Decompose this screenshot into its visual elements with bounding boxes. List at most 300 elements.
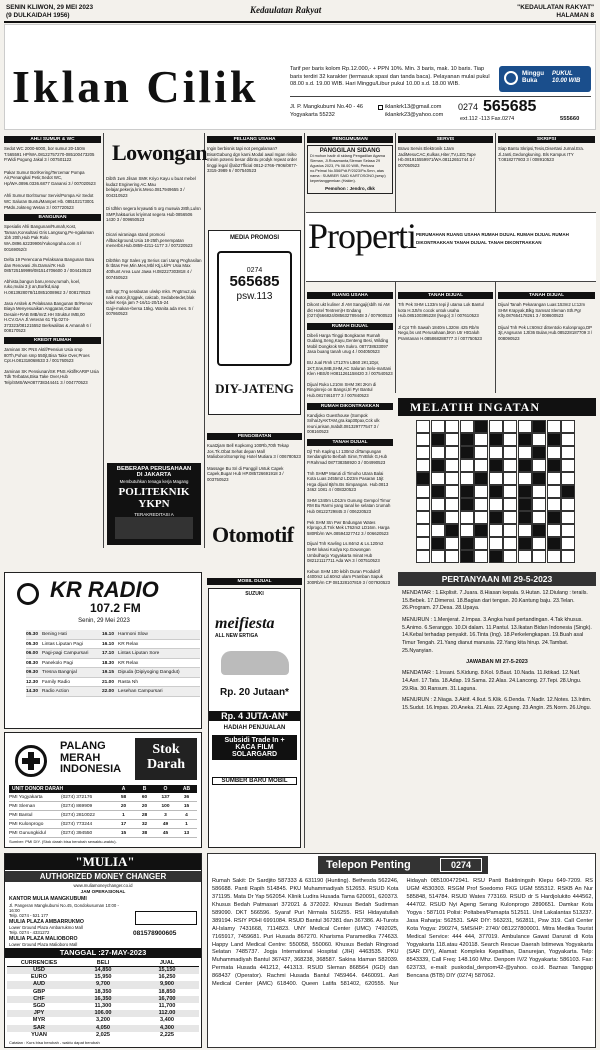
blood-table-row [9,793,197,802]
phone-prefix: 0274 [458,102,479,112]
ad-kontrak-1: Kandjoko Guesthouse (Sompok Sriha/JyAKTAM,gra.kap30pax,Cck ulk reuni,arisan,Inabdt.081329777547 3 / 008160523 [307,412,380,435]
mail-icon [378,105,383,110]
crossword-cell [489,550,503,563]
blood-stock-value: 20 [141,804,148,809]
ad-rumah-dijual-3: Dijual Ruko L210m SHM 3Kt 2Km di Ringinrejo on Bangsi,tri Pyr Bantul Hub.0817461077 3 / 007840523 [307,381,377,398]
branch-3-address: Lower Ground Plaza Malioboro Mall [9,942,78,948]
phone-frame [217,251,292,366]
crossword-cell [532,524,546,537]
meifiesta-title: meifiesta [215,615,275,632]
ad-tanah-2-2: Jl Cpt Trh Sawah 1840m L320m 425 Rb/m Nego,bs unt Perusahaan,bKm Utr HtGaluh Pramtanan H.085868288777 3 / 007750523 [398,324,482,341]
crossword-cell [532,537,546,550]
crossword-cell [416,433,430,446]
telepon-title: Telepon Penting [318,856,488,874]
crossword-cell [445,524,459,537]
ad-bangunan-4: Jasa Arsitek & Pelaksana Bangunan Br/Renov Biaya Menyesuaikan Anggaran,Gambar Desain+RAB IMB/mrZ.HH Struktur IMB,00 H.CV.GAA Jl.Veteran 61 Tlp.0274-373323/081215552 Berkwalitas & Amanah 6 / 008170523 [4,300,93,334]
blood-stock-value: 49 [162,822,169,827]
col-divider-3 [304,133,305,848]
crossword-cell [518,524,532,537]
blood-table-header-cell: A [121,786,126,792]
crossword-cell [561,498,575,511]
section-peluang-usaha: PELUANG USAHA [207,136,302,143]
address-line-2: Yogyakarta 55232 [290,111,335,118]
sell-rate: 112.00 [158,1010,176,1017]
crossword-cell [561,446,575,459]
panggilan-sidang-sign: Pemohon : Jendro, dkk [325,185,375,191]
crossword-cell [445,537,459,550]
currency-code: YUAN [31,1031,47,1038]
crossword-cell [416,511,430,524]
properti-heading: Properti [308,216,416,256]
crossword-cell [561,472,575,485]
phone-number: 565685 [483,98,537,115]
crossword-cell [489,511,503,524]
crossword-cell [416,550,430,563]
radio-schedule-row [26,678,200,688]
open-day: Minggu Buka [522,70,544,85]
crossword-cell [416,485,430,498]
crossword-cell [561,433,575,446]
crossword-cell [445,498,459,511]
crossword-cell [503,472,517,485]
currency-code: CHF [33,995,45,1002]
crossword-cell [460,420,474,433]
blood-unit-phone: (0274) 394550 [61,831,93,836]
cross-bar-horizontal [22,758,40,764]
email-1[interactable]: iklankrk13@gmail.com [385,104,442,110]
media-promosi-title: MEDIA PROMOSI [229,235,280,241]
blood-stock-value: 36 [183,795,190,800]
crossword-cell [416,537,430,550]
blood-table-header-cell: AB [182,786,191,792]
radio-logo-icon [17,583,39,605]
program-time: 06.00 [26,651,39,656]
pmi-note: Sumber: PMI DIY. (Stok darah bisa berubah sewaktu-waktu). [9,839,117,844]
car-illustration [221,651,289,675]
section-pengumuman: PENGUMUMAN [307,136,393,143]
crossword-cell [503,524,517,537]
crossword-cell [547,511,561,524]
section-rumah-dikontrakkan: RUMAH DIKONTRAKKAN [307,403,393,410]
blood-table-header [9,785,197,793]
fax-number: 555660 [560,116,580,122]
crossword-cell [518,472,532,485]
page-title: Iklan Cilik [12,61,259,112]
properti-categories: PERUMAHAN RUANG USAHA RUMAH DIJUAL RUMAH DIJUAL RUMAH DIKONTRAKKAN TANAH DIJUAL TANAH DIKONTRAKKAN [416,232,569,245]
currency-code: USD [33,967,45,973]
column-2 [106,136,208,317]
politeknik-accreditation: TERAKREDITASI A [134,512,174,518]
crossword-cell [518,433,532,446]
crossword-cell [532,485,546,498]
buy-rate: 4,050 [96,1024,110,1031]
politeknik-ad-title-2: DI JAKARTA [136,472,172,478]
rate-row [7,967,199,974]
blood-stock-value: 32 [141,822,148,827]
blood-stock-value: 17 [120,822,127,827]
buy-rate: 3,200 [96,1017,110,1024]
crossword-cell [474,420,488,433]
radio-schedule-row [26,649,200,659]
crossword-cell [518,511,532,524]
crossword-question-date: PERTANYAAN MI 29-5-2023 [398,572,596,586]
kr-radio-name: KR RADIO [50,577,159,602]
address [290,104,363,120]
crossword-cell [532,498,546,511]
ad-sumur-1: Sedot WC 2000-6000, bor sumur 20-150m T.565591 HP/WA.08122757270-085100473205 P.Widi Pogung Jakal 3 / 007501122 [4,146,95,163]
properti-banner [306,212,596,282]
ad-tanah-2: Tnh SHMP Maruti di Timoho Utara Balai Kota Luas 2455m2 LD23m Pasaran 15jt Hrga dijual 8jt/m.Bs Simpangan. Hub.0813 3462 1081 4 / 008320523 [307,470,389,493]
crossword-cell [503,420,517,433]
crossword-cell [518,420,532,433]
crossword-cell [474,550,488,563]
crossword-cell [503,459,517,472]
open-time: PUKUL 10.00 WIB [552,71,581,85]
crossword-cell [460,459,474,472]
crossword-cell [431,420,445,433]
crossword-cell [431,498,445,511]
crossword-cell [532,472,546,485]
crossword-cell [474,459,488,472]
crossword-cell [431,524,445,537]
rate-row [7,1032,199,1039]
ad-lowongan-5: Bth sgr,Tng serabutan u/wkp mkn. Pngtmu2,siu naik motor,jlr,tggwk, cakcab, Sedabetedet,blak tebel Kerja jam 7-16/11-20/15-24 Gaji+makan+bersa 15kg. Wanita ada mes. 5 / 007860523 [106,289,197,317]
mulia-branches [9,896,129,953]
ad-tanah-1: Djl Tnh Kaplng Lt 130m2 diTampungan Sendangtirto Berbah Simn,TnrBlok G,Hub P.Rahmad 087738358920 3 / 004990523 [307,448,388,465]
politeknik-ad-title-1: BEBERAPA PERUSAHAAN [116,466,192,472]
address-line-1: Jl. P. Mangkubumi No.40 - 46 [290,104,363,110]
diy-jateng-label: DIY-JATENG [215,381,294,396]
crossword-cell [532,459,546,472]
sell-rate: 18,850 [158,988,176,995]
crossword-clues [402,590,592,713]
branch-2-address: Lower Ground Plaza Ambarrukmo Mall [9,925,83,931]
column-4-top [307,136,393,194]
program-name: KR Relax [118,641,139,647]
rate-row [7,1025,199,1032]
column-3-bottom [207,578,302,585]
program-time: 12.30 [26,679,39,685]
ad-rumah-dijual-1: Dibeli Harga Tinggi Bongkaran Rumah Gudang,Seng,Kayu,Genteng Besi, Wilding Mobil Dongkrok WA Sukro. 087738633097 Jasa buang tanah urug 4 / 004050523 [307,332,389,355]
crossword-cell [489,472,503,485]
crossword-cell [518,485,532,498]
blood-stock-table [9,785,197,838]
blood-stock-value: 60 [141,795,148,800]
crossword-cell [518,537,532,550]
buy-rate: 16,350 [94,995,112,1002]
program-time: 16.10 [102,632,115,637]
rate-row [7,996,199,1003]
currency-code: AUD [32,981,46,988]
pmi-title-3: INDONESIA [60,763,122,776]
crossword-cell [503,498,517,511]
crossword-cell [532,511,546,524]
sell-rate: 3,400 [160,1017,174,1024]
crossword-cell [445,550,459,563]
crossword-cell [547,485,561,498]
open-badge [499,66,591,92]
radio-schedule-row [26,640,200,650]
ad-tanah-3-1: Dijual Tanah Pekarangan Luas:153m2 Lt:12m SHM Krapyak,Blkg Samsat Sleman Sth.Pgr Klty.087654178261 3 / 008600523 [498,302,586,319]
col-divider-1 [103,133,104,548]
rate-date: TANGGAL :27-MAY-2023 [5,948,201,958]
program-time: 19.15 [102,670,115,675]
pmi-title-1: PALANG [60,740,106,752]
program-time: 16.10 [102,641,115,647]
clock-icon [504,71,518,85]
ad-lowongan-3: Dicari wiraniaga stand promosi Allbackground,Usia 18-25th,penempatan menerbit.Hub.0859-4211-1177 3 / 007220523 [106,232,193,249]
crossword-cell [431,472,445,485]
ad-kredit-2: Jaminan SK Pensiunan/SK PNS Aktif/KARIP Usia Tdk Terbatas,Bisa Take Over,Hub Telp/SMS/WA087738344441 3 / 004770523 [4,368,99,385]
meifiesta-price-dp: Rp. 20 Jutaan* [220,687,289,698]
section-servis: SERVIS [398,136,493,143]
ad-tanah-4: Pek SHM Stn Pwr Bndungan Wates Klprogo,Jl.Tnk Mek LT62m2 LD16m. Harga 580Rb/m WA.08594327742 3 / 006620523 [307,519,390,536]
answer-menurun: MENURUN : 2.Niaga. 3.Aktif. 4.Ikut. 5.Klik. 6.Denda. 7.Nadir. 12.Notes. 13.Intim. 15.Sudut. 16.Impas. 20.Aneka. 21.Alas. 22.Agung. 23.Angin. 25.Norm. 26.Ungu. [402,697,592,712]
crossword-cell [532,550,546,563]
rate-row [7,981,199,988]
meifiesta-subsidi: Subsidi Trade In + KACA FILM SOLARGARD [212,735,297,760]
crossword-cell [431,459,445,472]
ad-bangunan-2: Delta 19 Perencana Pelaksana Bangunan Baru dan Renovasi Jln.Damai7K Hub 085725159999/081514706600 3 / 004410523 [4,257,95,274]
crossword-cell [489,433,503,446]
telepon-list: Rumah Sakit: Dr Sardjito 587333 & 631190 (Hunting). Bethesda 562246, 586688. Panti Rapih 514845. PKU Muhammadiyah 512653. RSUD Kota 371195. Mata Dr Yap 562054. Klinik Ludira Husada Tama 620091, 620373. Khusus Bedah Patmasari 372021 & 372022. Khusus Bedah Sudirman 589090. DKT 566596. Syaraf Puri Nirmala 516255. RSI Hidayatullah 389194. RSIY PDHI 6991084. RSUD Bantul 367381 dan 367386. Al-Turots Al-Islamy 7431668, 7114823. UNY Medical Center (UMC) 7492025, 7165917, 7459681. Puri Husada 867270. Kharisma Paramedika 774633. Happy Land Medical Centre: 550058, 550060. Khusus Bedah Ringroad Selatan 7485737. Jogja International Hospital (JIH) 4463535. PKU Muhammadiyah Bantul 367437, 368238, 368587. Sakina Idaman 582039. Permata Husada 441212, 441313. RSUD Sleman 868564 (IGD) dan 868437 (Operator). Rachmi Husada Bantul 7459464. 6460091. Asri Medical Center (AMC) 618400. Queen Latifa 581402, 620555. Nur Hidayah 085100472941. RSU Panti Baktiningsih Klepu 649-7209. RS UGM 4530303. RSGM Prof Soedomo FKG UGM 555312. RSKB An Nur 585848, 514784. RSUD Wates 773169. RSUD dr S Hardjolukito 444562, 444702. RSUD Nyi Ageng Serang Kulonprogo 2890651. Damkar Kota Yogya : 587101 Polisi: Poltabes/Pamapta 512511. Unit Lakalantas 513237. Jasa Raharja: 562531. SAR DIY: 563231, 562811, Psw 319. Call Center Kota Yogya: 290274, SMS/HP: 2740/ 081227800001. Mitra Medika Tourist Medical Service: 444 444, 377019. Ambulance Gawat Darurat di Kota Yogyakarta 118.atau 420118. Search Rescue Daerah Istimewa Yogyakarta (SAR DIY), Alamat: Kompleks Kepatihan, Danurejan, Yogyakarta. Telp: 8543339, Call Freq: 148.160 Mhz. Denpom IV/2 Yogyakarta: 586103. Fax: 623733, e-mail: puskodal_denpom42-@yahoo. co.id. Baznas Tanggap Bencana (BTB) DIY (0274) 587062. [212,878,593,988]
mulia-info-box [135,911,197,925]
blood-stock-value: 1 [185,822,188,827]
section-ahli-sumur: AHLI SUMUR & WC [4,136,101,143]
crossword-cell [503,511,517,524]
crossword-cell [460,524,474,537]
buy-rate: 18,350 [94,988,112,995]
rate-table [7,959,199,1039]
section-bangunan: BANGUNAN [4,214,101,221]
crossword-cell [474,472,488,485]
media-phone-prefix: 0274 [246,267,263,274]
section-kredit-rumah: KREDIT RUMAH [4,337,101,344]
buy-rate: 14,850 [94,967,112,973]
branch-1-address: Jl. Pangeran Mangkubumi No.45, Gondokusuman 10:00 - 16:00 [9,902,119,913]
ad-pengobatan-2: Massage Bu Sri di Panggil Untuk Capek Capek,Bugar Hub HP.085726691918 3 / 003750523 [207,465,284,482]
crossword-cell [460,472,474,485]
program-name: Family Radio [42,679,70,685]
crossword-cell [416,498,430,511]
crossword-cell [431,550,445,563]
rate-header-cell: JUAL [159,960,175,966]
ad-tanah-5: Dijual Tnh Kavling Ls.84m2 & Ls.120m2 SHM lokasi Kodya Kp.Gowongan Umbulharjo Yogyakarta minat Hub 082121117711 Ada WA 3 / 007510523 [307,541,384,564]
crossword-cell [431,485,445,498]
kr-schedule [26,630,200,697]
crossword-cell [489,459,503,472]
blood-stock-value: 4 [185,813,188,818]
blood-unit-phone: (0274) 2810022 [61,813,95,818]
sell-rate: 4,300 [160,1024,174,1031]
pmi-panel [4,732,202,848]
ad-lowongan-1: Dibth 1wn Jilsan SMK Kriyo Kayu u buat mebel kuda2 Enginering AC.Mau belajar,pekerja,kris.Meso.0817949655 3 / 004310523 [106,176,196,198]
mulia-whatsapp[interactable]: 081578900605 [133,930,177,937]
media-phone-number: 565685 [229,273,280,290]
meifiesta-hadiah: HADIAH PENJUALAN [223,725,286,731]
area-code: 0274 [440,858,482,872]
crossword-cell [503,537,517,550]
branch-1-name: KANTOR MULIA MANGKUBUMI [9,896,87,902]
ad-sumur-3: Ahli Sumur Bor/Sumur Servis/Pompa Air Sedot WC Saluran Buntu/Mampet Hb. 085102173001 PMdn.Jokteng Wetan 3 / 007720523 [4,193,95,210]
crossword-cell [489,498,503,511]
crossword-cell [561,459,575,472]
meifiesta-dealer: SUMBER BARU MOBIL [212,777,297,785]
crossword-cell [431,537,445,550]
crossword-cell [416,524,430,537]
blood-stock-value: 15 [183,804,190,809]
column-3 [207,136,302,174]
ad-lowongan-2: Di tdhkn segera kryawati 5 org muswia 28th,Lulsn SMP,hak&urius kriyimat segera Hub 0856506 1430 3 / 009650523 [106,206,201,223]
crossword-cell [489,537,503,550]
ad-sumur-2: Pakar Sumur Bor/Kering/Tercemar Pompa Air,Penangkal Petir,Sedot WC, Hp/WA.0896.0336.6877 Ganansi 3 / 007020523 [4,169,96,186]
rate-table-header [7,959,199,967]
blood-unit-phone: (0274) 869909 [61,804,93,809]
red-cross-logo-icon [15,745,47,777]
branch-2-phone: Telp. 0274 - 4331272 [9,930,50,936]
crossword-cell [561,524,575,537]
masthead-rule [4,21,596,23]
currency-code: SGD [32,1002,46,1009]
stok-darah-badge: Stok Darah [135,738,197,780]
blood-table-header-cell: UNIT DONOR DARAH [12,786,64,792]
crossword-cell [460,485,474,498]
tarif-info: Tarif per baris kolom Rp.12.000,- + PPN 10%. Min. 3 baris, mak. 10 baris. Tiap baris terdiri 32 karakter (termasuk spasi dan tanda baca). Pelayanan mulai pukul 08.00 s.d. 19.00 WIB. Hari Minggu/Libur pukul 10.00 s.d. 18.00 WIB. [290,66,490,88]
blood-table-row [9,802,197,811]
column-3-middle [207,433,302,482]
kr-radio-frequency: 107.2 FM [90,601,141,615]
ad-ruang-usaha-1: Dikont ukt kuliner Jl AM Sangaji(sblh rsi AM dkt Hotel Tentrem)H Endang (0274)566824/085632789448 3 / 007900523 [307,302,393,319]
crossword-cell [431,433,445,446]
crossword-cell [532,446,546,459]
crossword-cell [445,485,459,498]
currency-code: JPY [33,1010,45,1017]
ad-bangunan-1: Spesialis Ahli Bangunan/Rumah,Kost, Taman,Konsultasi Gris Langsung,Pe-ngalaman 1bh 20th,Hub Pak Rolo WA.0896.62239906/Yukongraha.com 4 / 00169052/3 [4,224,94,252]
politeknik-info-block [115,517,193,539]
crossword-cell [547,459,561,472]
crossword-cell [561,485,575,498]
currency-code: MYR [32,1017,46,1024]
blood-unit-name: PMI Yogyakarta [9,795,43,800]
email-list [385,104,443,120]
branch-1-phone: Telp. 0274 - 521 177 [9,913,49,919]
crossword-cell [474,537,488,550]
blood-stock-value: 45 [162,831,169,836]
mulia-hours-label: JAM OPERASIONAL [80,889,126,894]
program-name: Rasta Nh [118,679,138,685]
program-time: 18.30 [102,660,115,666]
blood-unit-phone: (0274) 773244 [61,822,93,827]
section-pengobatan: PENGOBATAN [207,433,302,440]
crossword-cell [474,485,488,498]
crossword-cell [445,472,459,485]
meifiesta-price-angsuran: Rp. 4 JUTA-AN* [209,711,300,721]
blood-stock-value: 137 [161,795,170,800]
program-time: 05.30 [26,632,39,637]
rate-row [7,989,199,996]
crossword-cell [561,511,575,524]
politeknik-ad-sub: Membutuhkan tenaga kerja Magang [119,479,189,484]
program-name: Panekolo Pagi [42,660,73,666]
section-mobil-dijual: MOBIL DIJUAL [207,578,302,585]
sell-rate: 16,250 [158,974,176,981]
blood-stock-value: 3 [164,813,167,818]
politeknik-ad [107,463,201,545]
page-number: HALAMAN 8 [556,12,594,19]
ad-servis-1: Bravo Servis Elektronik 1Jam JadiMesuCAC,Kulkas,Hiter,TV,LED,Tape Hb.081915559971/WA.08112651744 3 / 007050523 [398,146,476,168]
col-divider-2 [204,133,205,548]
ad-rumah-dijual-2: BU Jual Rmh LT127m LB60 2Kt,1Dpr, 1KT,Srw,IMB,SHM,AC Saluran Selo-martani Klen HBS/0 H0811261158420 3 / 007540523 [307,360,393,377]
crossword-cell [416,446,430,459]
rate-header-cell: BELI [96,960,110,966]
section-tanah-dijual-2: TANAH DIJUAL [398,292,493,299]
crossword-cell [503,446,517,459]
column-5-top [398,136,493,168]
ad-kredit-1: Jaminan SK PNS Aktif/Pensiun Usia smp 80Th,Pohon smp 550jt,Bisa Take Over,Proes Cpt.H.081318068633 3 / 001760523 [4,347,90,364]
program-name: Lesehan Campursari [118,689,163,694]
rate-row [7,1017,199,1024]
currency-code: SAR [33,1024,45,1031]
crossword-cell [547,420,561,433]
buy-rate: 2,025 [96,1031,110,1038]
section-tanah-dijual: TANAH DIJUAL [307,439,393,446]
blood-unit-name: PMI Gunungkidul [9,831,46,836]
crossword-cell [460,511,474,524]
crossword-cell [445,511,459,524]
phone-ext: ext.112 -113 Fax.0274 [460,116,515,122]
currency-code: EURO [30,974,48,981]
otomotif-heading: Otomotif [212,522,294,547]
radio-schedule-row [26,630,200,640]
buy-rate: 106.00 [94,1010,112,1017]
crossword-cell [489,446,503,459]
program-name: Lintas Liputan Pagi [42,641,83,647]
blood-table-row [9,829,197,838]
crossword-cell [547,537,561,550]
meifiesta-ad [208,588,301,848]
edition-date: SENIN KLIWON, 29 MEI 2023 [6,4,94,11]
crossword-cell [503,550,517,563]
crossword-cell [503,433,517,446]
radio-schedule-row [26,659,200,669]
email-2[interactable]: iklankrk23@yahoo.com [385,111,444,118]
crossword-cell [518,446,532,459]
mulia-website[interactable]: www.muliamoneychanger.co.id [73,883,133,888]
program-name: Pagi-pagi Campursari [42,651,89,656]
blood-table-row [9,811,197,820]
telepon-penting [207,853,596,1048]
kr-radio-date: Senin, 29 Mei 2023 [78,618,130,624]
crossword-cell [474,498,488,511]
ad-tanah-3: SHM 1340m LD12m Gunung Gempol Timur RM Bu Rarmi yang tanal ke selatan 1rumah Hub 08122729845 3 / 006220523 [307,497,391,515]
crossword-cell [445,433,459,446]
blood-stock-value: 15 [120,831,127,836]
ad-peluang-1: Ingin berbisnis tapi not pengalaman? Bisa!Gabung dgn kami.Modal awal mgan risiko minim potensi besar dibntu prodyk repeat order tinggi legal @ab27fficial 0812-2766-7906/0877-3315-3989 6 / 007540523 [207,146,298,174]
crossword-cell [503,485,517,498]
program-name: Dipuda (Dipiyoging Dangdut) [118,670,180,675]
crossword-cell [561,420,575,433]
blood-table-header-cell: B [142,786,147,792]
crossword-cell [547,524,561,537]
blood-stock-value: 20 [120,804,127,809]
crossword-title: MELATIH INGATAN [398,398,596,416]
answer-title: JAWABAN MI 27-5-2023 [466,659,528,666]
crossword-cell [489,420,503,433]
rate-note: Catatan : Kurs bisa berubah - waktu dapat berubah [9,1040,100,1045]
ad-pengobatan-1: Kuat2jam Bell Kopkomg 100Rb,70th Tekap Jos.Tk.Obat Sehat depan Mall Malioboro/Sompring Hotel Mutiara 3 / 006780523 [207,443,301,460]
buy-rate: 15,950 [94,974,112,981]
crossword-cell [547,472,561,485]
